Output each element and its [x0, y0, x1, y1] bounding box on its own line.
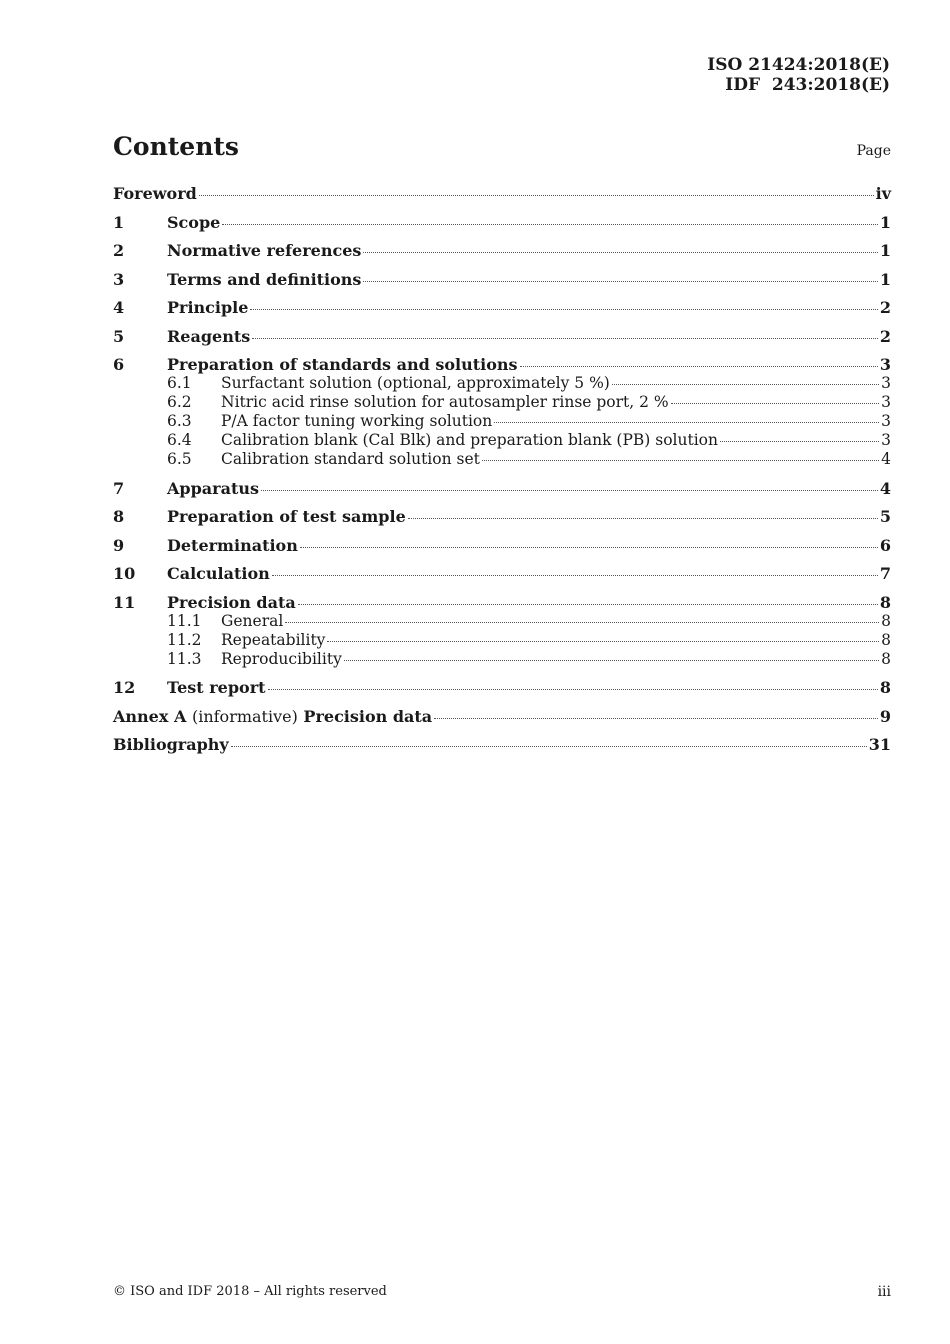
dot-leader: [482, 460, 879, 461]
toc-entry-label: Apparatus: [167, 478, 259, 498]
toc-entry-annex-a[interactable]: [113, 707, 891, 726]
toc-entry-page: 9: [879, 706, 891, 726]
toc-entry-number: 12: [113, 678, 136, 697]
toc-subentry-number: 6.3: [167, 412, 192, 430]
toc-entry-number: 6: [113, 355, 125, 374]
toc-entry-page: 3: [879, 355, 891, 374]
toc-subentry-label: Repeatability: [221, 630, 326, 649]
dot-leader: [272, 575, 878, 576]
toc-entry-page: 6: [879, 535, 891, 555]
toc-entry-number: 9: [113, 535, 125, 555]
table-of-contents: [113, 184, 891, 764]
toc-subentry-label: P/A factor tuning working solution: [221, 412, 493, 430]
toc-entry-page: 2: [879, 298, 891, 317]
toc-entry-number: 4: [113, 298, 125, 317]
toc-entry-label: Foreword: [113, 184, 197, 203]
toc-subentry-number: 11.1: [167, 611, 202, 630]
toc-subentry-label: Nitric acid rinse solution for autosampler rinse port, 2 %: [221, 393, 669, 411]
toc-subentry-number: 6.1: [167, 374, 192, 392]
dot-leader: [363, 252, 877, 253]
toc-subentry-number: 11.3: [167, 649, 202, 668]
toc-subentry-label: Calibration standard solution set: [221, 450, 480, 468]
toc-entry-page: 1: [879, 241, 891, 260]
dot-leader: [298, 604, 878, 605]
toc-entry-number: 10: [113, 564, 136, 583]
toc-entry-page: 1: [879, 269, 891, 289]
dot-leader: [261, 490, 878, 491]
dot-leader: [250, 309, 877, 310]
toc-entry-calculation[interactable]: [113, 564, 891, 583]
copyright-notice: © ISO and IDF 2018 – All rights reserved: [113, 1284, 387, 1299]
annex-prefix: Annex A: [113, 706, 187, 726]
toc-entry-normative-references[interactable]: [113, 241, 891, 260]
toc-entry-number: 8: [113, 507, 125, 526]
toc-subentry-page: 3: [881, 393, 891, 411]
toc-entry-preparation-of-test-sample[interactable]: [113, 507, 891, 526]
dot-leader: [434, 718, 878, 719]
toc-subentry-11-2[interactable]: [113, 631, 891, 650]
dot-leader: [231, 746, 867, 747]
dot-leader: [268, 689, 878, 690]
toc-subentry-label: Surfactant solution (optional, approximately 5 %): [221, 374, 610, 392]
toc-subentry-page: 3: [881, 412, 891, 430]
toc-entry-label: Reagents: [167, 326, 251, 346]
toc-entry-page: 31: [868, 735, 891, 754]
toc-entry-bibliography[interactable]: [113, 735, 891, 754]
dot-leader: [520, 366, 878, 367]
toc-entry-page: 1: [879, 212, 891, 232]
toc-subentry-label: Calibration blank (Cal Blk) and preparation blank (PB) solution: [221, 431, 718, 449]
toc-subentry-page: 8: [881, 611, 891, 630]
dot-leader: [494, 422, 879, 423]
toc-entry-number: 5: [113, 326, 125, 346]
toc-subentry-page: 4: [881, 450, 891, 468]
toc-subentry-number: 6.4: [167, 431, 192, 449]
dot-leader: [363, 281, 877, 282]
toc-entry-label: Terms and definitions: [167, 269, 362, 289]
toc-subentry-6-2[interactable]: [113, 393, 891, 412]
toc-entry-principle[interactable]: [113, 298, 891, 317]
toc-entry-foreword[interactable]: [113, 184, 891, 203]
toc-entry-apparatus[interactable]: [113, 479, 891, 498]
toc-subentry-number: 6.5: [167, 450, 192, 468]
dot-leader: [199, 195, 874, 196]
toc-subentry-11-1[interactable]: [113, 612, 891, 631]
toc-entry-determination[interactable]: [113, 536, 891, 555]
toc-subentry-11-3[interactable]: [113, 650, 891, 669]
toc-entry-page: 4: [879, 478, 891, 498]
annex-type: (informative): [191, 706, 298, 726]
toc-entry-number: 11: [113, 592, 136, 612]
annex-title: Precision data: [303, 706, 433, 726]
toc-entry-precision-data[interactable]: [113, 593, 891, 612]
contents-title-row: [113, 132, 891, 164]
dot-leader: [408, 518, 878, 519]
dot-leader: [285, 622, 879, 623]
toc-entry-label: Test report: [167, 678, 266, 697]
document-identifiers: [707, 55, 890, 95]
toc-entry-scope[interactable]: [113, 213, 891, 232]
toc-subentry-number: 6.2: [167, 393, 192, 411]
toc-entry-page: 7: [879, 564, 891, 583]
toc-entry-page: 5: [879, 507, 891, 526]
toc-subentry-6-3[interactable]: [113, 412, 891, 431]
toc-entry-terms-and-definitions[interactable]: [113, 270, 891, 289]
page-number: iii: [877, 1284, 891, 1300]
toc-entry-label: Preparation of standards and solutions: [167, 355, 518, 374]
dot-leader: [720, 441, 879, 442]
toc-entry-number: 7: [113, 478, 125, 498]
toc-entry-label: Normative references: [167, 241, 362, 260]
toc-entry-page: 8: [879, 678, 891, 697]
toc-subentry-page: 8: [881, 630, 891, 649]
iso-identifier: ISO 21424:2018(E): [707, 55, 890, 75]
toc-entry-reagents[interactable]: [113, 327, 891, 346]
toc-entry-label: Calculation: [167, 564, 270, 583]
toc-subentry-page: 3: [881, 374, 891, 392]
dot-leader: [327, 641, 879, 642]
toc-annex-label: [113, 707, 432, 726]
toc-entry-label: Determination: [167, 535, 298, 555]
toc-entry-page: 2: [879, 326, 891, 346]
toc-subentry-page: 8: [881, 649, 891, 668]
dot-leader: [612, 384, 879, 385]
toc-subentry-page: 3: [881, 431, 891, 449]
toc-entry-label: Principle: [167, 298, 249, 317]
toc-entry-label: Bibliography: [113, 735, 229, 754]
toc-subentry-6-1[interactable]: [113, 374, 891, 393]
toc-subentry-label: General: [221, 611, 284, 630]
toc-entry-label: Scope: [167, 212, 221, 232]
toc-entry-page: iv: [875, 184, 891, 203]
page-column-label: Page: [856, 143, 891, 159]
toc-entry-number: 2: [113, 241, 125, 260]
toc-entry-test-report[interactable]: [113, 678, 891, 697]
toc-entry-page: 8: [879, 592, 891, 612]
toc-subentry-number: 11.2: [167, 630, 202, 649]
dot-leader: [222, 224, 878, 225]
page-title: Contents: [113, 132, 240, 161]
toc-entry-label: Preparation of test sample: [167, 507, 406, 526]
toc-entry-number: 1: [113, 212, 125, 232]
toc-entry-preparation-of-standards[interactable]: [113, 355, 891, 374]
dot-leader: [344, 660, 879, 661]
dot-leader: [252, 338, 878, 339]
toc-entry-number: 3: [113, 269, 125, 289]
toc-subentry-6-5[interactable]: [113, 450, 891, 469]
dot-leader: [671, 403, 879, 404]
idf-identifier: IDF 243:2018(E): [725, 75, 890, 95]
dot-leader: [300, 547, 878, 548]
toc-subentry-label: Reproducibility: [221, 649, 342, 668]
toc-entry-label: Precision data: [167, 592, 296, 612]
toc-subentry-6-4[interactable]: [113, 431, 891, 450]
